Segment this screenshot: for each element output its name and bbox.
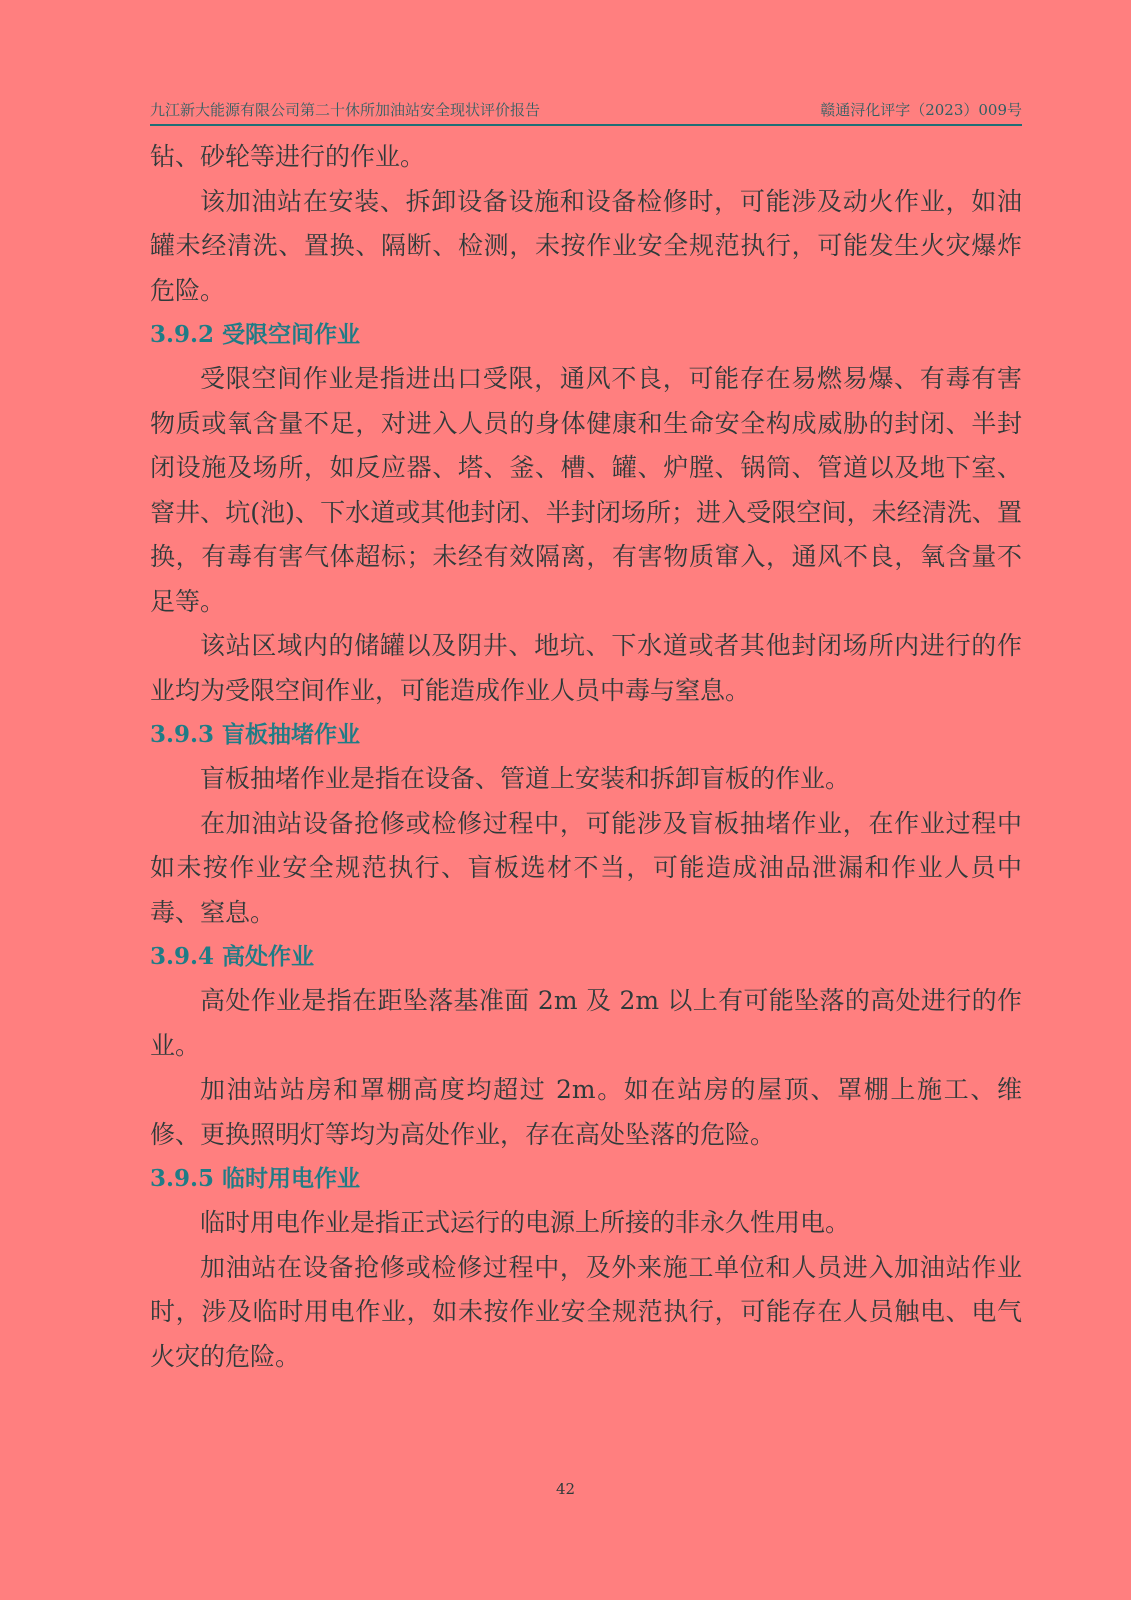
paragraph: 加油站在设备抢修或检修过程中，及外来施工单位和人员进入加油站作业时，涉及临时用电作业，如未按作业安全规范执行，可能存在人员触电、电气火灾的危险。: [150, 1252, 1022, 1371]
section-heading: 3.9.3 盲板抽堵作业: [150, 721, 361, 748]
header-document-title: 九江新大能源有限公司第二十休所加油站安全现状评价报告: [150, 101, 541, 119]
paragraph: 该加油站在安装、拆卸设备设施和设备检修时，可能涉及动火作业，如油罐未经清洗、置换、隔断、检测，未按作业安全规范执行，可能发生火灾爆炸危险。: [150, 186, 1022, 305]
paragraph: 临时用电作业是指正式运行的电源上所接的非永久性用电。: [200, 1208, 851, 1237]
section-heading: 3.9.2 受限空间作业: [150, 321, 361, 348]
page-number: 42: [555, 1480, 576, 1498]
header-report-number: 赣通浔化评字（2023）009号: [820, 101, 1022, 119]
paragraph: 钻、砂轮等进行的作业。: [150, 142, 426, 171]
section-heading: 3.9.5 临时用电作业: [150, 1165, 361, 1192]
paragraph: 在加油站设备抢修或检修过程中，可能涉及盲板抽堵作业，在作业过程中如未按作业安全规范执行、盲板选材不当，可能造成油品泄漏和作业人员中毒、窒息。: [150, 808, 1022, 927]
page-header: [150, 98, 1022, 126]
section-heading: 3.9.4 高处作业: [150, 943, 315, 970]
paragraph: 受限空间作业是指进出口受限，通风不良，可能存在易燃易爆、有毒有害物质或氧含量不足，对进入人员的身体健康和生命安全构成威胁的封闭、半封闭设施及场所，如反应器、塔、釜、槽、罐、炉膛、锅筒、管道以及地下室、窨井、坑(池)、下水道或其他封闭、半封闭场所；进入受限空间，未经清洗、置换，有毒有害气体超标；未经有效隔离，有害物质窜入，通风不良，氧含量不足等。: [150, 364, 1022, 616]
paragraph: 该站区域内的储罐以及阴井、地坑、下水道或者其他封闭场所内进行的作业均为受限空间作业，可能造成作业人员中毒与窒息。: [150, 631, 1022, 705]
paragraph: 加油站站房和罩棚高度均超过 2m。如在站房的屋顶、罩棚上施工、维修、更换照明灯等均为高处作业，存在高处坠落的危险。: [150, 1075, 1022, 1149]
paragraph: 高处作业是指在距坠落基准面 2m 及 2m 以上有可能坠落的高处进行的作业。: [150, 986, 1022, 1060]
document-body: [150, 135, 1022, 1379]
paragraph: 盲板抽堵作业是指在设备、管道上安装和拆卸盲板的作业。: [200, 764, 851, 793]
